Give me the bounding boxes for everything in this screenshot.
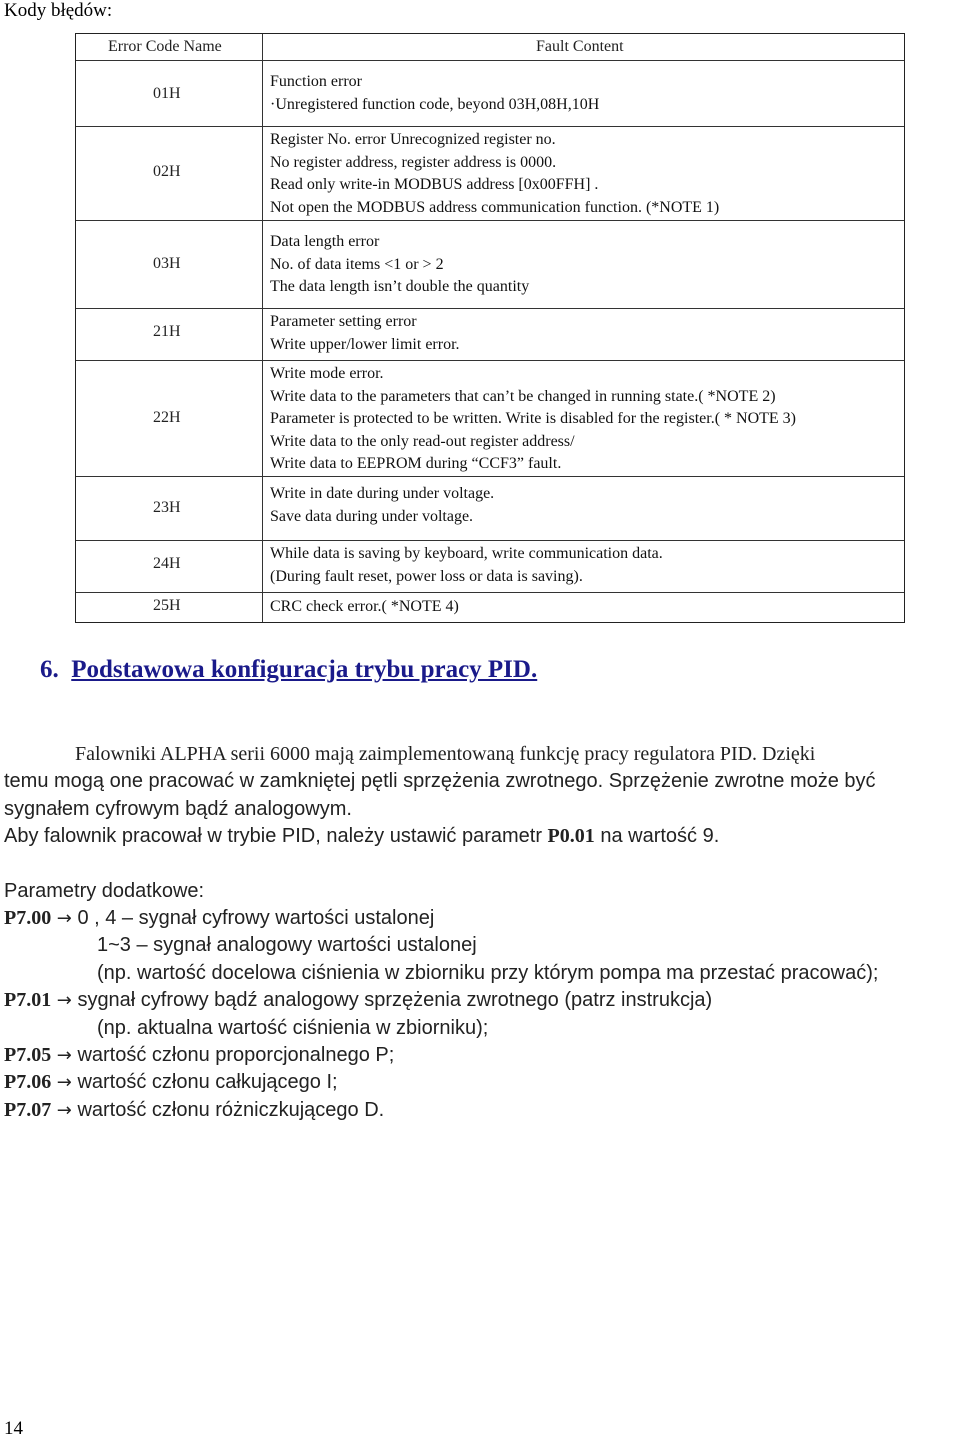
table-row xyxy=(76,308,904,361)
paragraph-line: sygnałem cyfrowym bądź analogowym. xyxy=(4,798,352,820)
table-row xyxy=(76,60,904,127)
param-text: wartość członu proporcjonalnego P; xyxy=(77,1044,395,1066)
fault-line: (During fault reset, power loss or data is saving). xyxy=(270,567,583,585)
fault-content xyxy=(270,483,494,528)
fault-line: Data length error xyxy=(270,233,380,250)
arrow-icon: → xyxy=(56,1045,72,1066)
fault-line: CRC check error.( *NOTE 4) xyxy=(270,598,459,615)
error-code: 25H xyxy=(153,597,181,614)
param-text: wartość członu całkującego I; xyxy=(77,1071,338,1093)
param-item xyxy=(4,1042,394,1069)
param-text: sygnał cyfrowy bądź analogowy sprzężenia zwrotnego (patrz instrukcja) xyxy=(77,989,713,1011)
fault-line: Read only write-in MODBUS address [0x00FFH] . xyxy=(270,176,599,193)
param-code: P7.07 xyxy=(4,1099,52,1121)
fault-line: The data length isn’t double the quantity xyxy=(270,278,530,295)
param-item xyxy=(4,1097,384,1124)
paragraph-text: na wartość 9. xyxy=(594,825,720,847)
arrow-icon: → xyxy=(56,990,72,1011)
fault-line: No. of data items <1 or > 2 xyxy=(270,255,444,273)
param-item xyxy=(4,987,712,1014)
fault-line: Write upper/lower limit error. xyxy=(270,335,460,353)
paragraph-line: Falowniki ALPHA serii 6000 mają zaimplementowaną funkcję pracy regulatora PID. Dzięki xyxy=(75,743,816,765)
error-code: 03H xyxy=(153,255,181,272)
param-code: P7.01 xyxy=(4,989,52,1011)
error-code: 01H xyxy=(153,85,181,102)
error-code-table xyxy=(75,33,905,623)
param-code: P7.00 xyxy=(4,907,52,929)
table-row xyxy=(76,540,904,593)
param-code: P7.06 xyxy=(4,1071,52,1093)
header-error-code-name: Error Code Name xyxy=(108,38,222,55)
fault-line: Write data to EEPROM during “CCF3” fault. xyxy=(270,455,562,472)
param-item xyxy=(4,905,434,932)
paragraph-text: Aby falownik pracował w trybie PID, należy ustawić parametr xyxy=(4,825,548,847)
table-row xyxy=(76,220,904,309)
section-title: Podstawowa konfiguracja trybu pracy PID. xyxy=(71,656,538,683)
fault-line: Register No. error Unrecognized register no. xyxy=(270,131,556,148)
param-code: P7.05 xyxy=(4,1044,52,1066)
error-code: 22H xyxy=(153,409,181,426)
table-row xyxy=(76,592,904,624)
fault-content xyxy=(270,231,529,299)
fault-content xyxy=(270,311,460,356)
fault-line: No register address, register address is 0000. xyxy=(270,153,557,171)
header-fault-content: Fault Content xyxy=(536,38,624,55)
param-item xyxy=(4,1069,338,1096)
table-row xyxy=(76,476,904,541)
error-code: 24H xyxy=(153,555,181,572)
fault-line: Write in date during under voltage. xyxy=(270,485,495,502)
table-header-row xyxy=(76,34,904,60)
arrow-icon: → xyxy=(56,908,72,929)
fault-content xyxy=(270,363,796,476)
fault-content xyxy=(270,71,599,116)
paragraph-line xyxy=(4,823,719,851)
fault-line: Save data during under voltage. xyxy=(270,507,474,525)
fault-line: ·Unregistered function code, beyond 03H,08H,10H xyxy=(270,95,600,113)
paragraph-line: temu mogą one pracować w zamkniętej pętli sprzężenia zwrotnego. Sprzężenie zwrotne może być xyxy=(4,770,876,792)
fault-content xyxy=(270,596,459,619)
fault-line: Write mode error. xyxy=(270,365,384,382)
error-code: 02H xyxy=(153,163,181,180)
section-number: 6. xyxy=(40,656,59,683)
param-text: wartość członu różniczkującego D. xyxy=(77,1099,385,1121)
table-row xyxy=(76,360,904,477)
arrow-icon: → xyxy=(56,1100,72,1121)
fault-line: Write data to the only read-out register address/ xyxy=(270,432,575,450)
error-code: 21H xyxy=(153,323,181,340)
arrow-icon: → xyxy=(56,1072,72,1093)
fault-line: Not open the MODBUS address communication function. (*NOTE 1) xyxy=(270,198,720,216)
section-heading xyxy=(40,655,537,685)
parameter-code: P0.01 xyxy=(547,825,595,847)
fault-line: Parameter is protected to be written. Write is disabled for the register.( * NOTE 3) xyxy=(270,410,797,427)
fault-line: Parameter setting error xyxy=(270,313,417,330)
param-continuation: (np. aktualna wartość ciśnienia w zbiorniku); xyxy=(97,1017,489,1039)
extra-params-title: Parametry dodatkowe: xyxy=(4,880,205,902)
error-code: 23H xyxy=(153,499,181,516)
fault-line: Function error xyxy=(270,73,362,90)
fault-line: Write data to the parameters that can’t be changed in running state.( *NOTE 2) xyxy=(270,387,776,405)
fault-line: While data is saving by keyboard, write communication data. xyxy=(270,545,663,562)
table-row xyxy=(76,126,904,221)
fault-content xyxy=(270,129,719,219)
page-heading: Kody błędów: xyxy=(4,0,113,21)
page-number: 14 xyxy=(4,1418,23,1439)
param-continuation: 1~3 – sygnał analogowy wartości ustalonej xyxy=(97,934,477,956)
param-text: 0 , 4 – sygnał cyfrowy wartości ustalonej xyxy=(77,907,435,929)
param-continuation: (np. wartość docelowa ciśnienia w zbiorniku przy którym pompa ma przestać pracować); xyxy=(97,962,879,984)
fault-content xyxy=(270,543,663,588)
